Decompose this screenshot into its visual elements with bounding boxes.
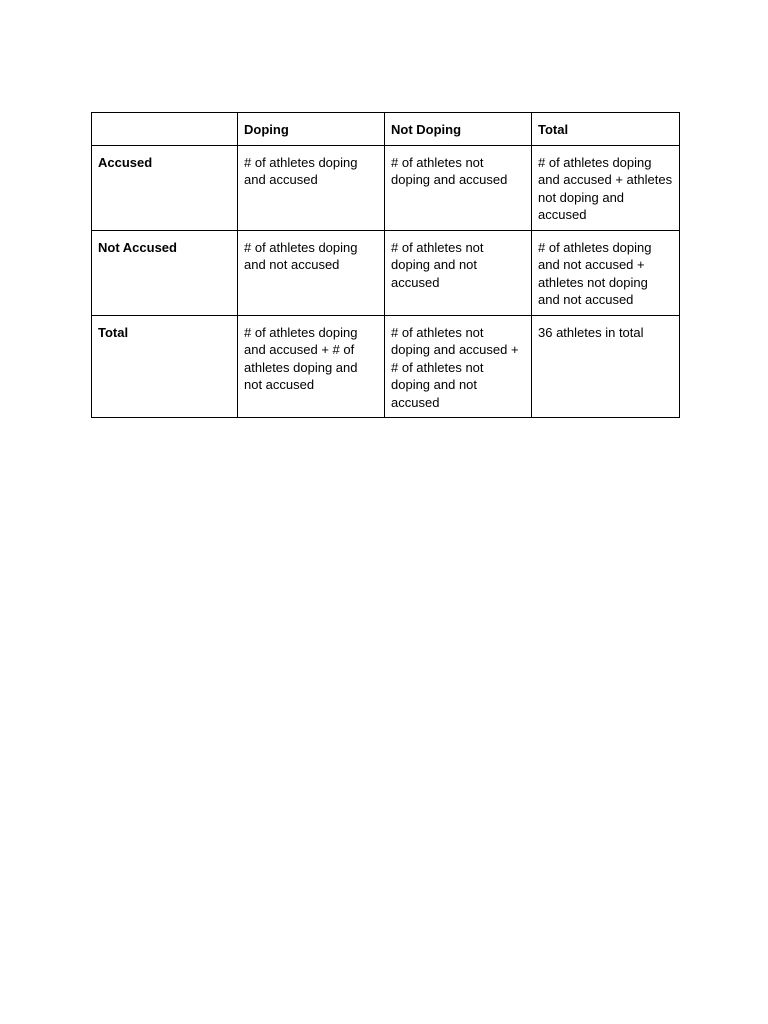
row-header-accused: Accused <box>92 145 238 230</box>
cell-accused-total: # of athletes doping and accused + athletes not doping and accused <box>532 145 680 230</box>
cell-not-accused-total: # of athletes doping and not accused + athletes not doping and not accused <box>532 230 680 315</box>
cell-total-total: 36 athletes in total <box>532 315 680 418</box>
table-row-total <box>92 315 680 418</box>
cell-accused-doping: # of athletes doping and accused <box>238 145 385 230</box>
row-header-total: Total <box>92 315 238 418</box>
column-header-not-doping: Not Doping <box>385 113 532 146</box>
cell-total-not-doping: # of athletes not doping and accused + # of athletes not doping and not accused <box>385 315 532 418</box>
table-header-row <box>92 113 680 146</box>
table-row-accused <box>92 145 680 230</box>
column-header-total: Total <box>532 113 680 146</box>
cell-not-accused-doping: # of athletes doping and not accused <box>238 230 385 315</box>
table-row-not-accused <box>92 230 680 315</box>
row-header-not-accused: Not Accused <box>92 230 238 315</box>
cell-accused-not-doping: # of athletes not doping and accused <box>385 145 532 230</box>
contingency-table <box>91 112 680 418</box>
cell-total-doping: # of athletes doping and accused + # of athletes doping and not accused <box>238 315 385 418</box>
cell-not-accused-not-doping: # of athletes not doping and not accused <box>385 230 532 315</box>
corner-cell <box>92 113 238 146</box>
column-header-doping: Doping <box>238 113 385 146</box>
